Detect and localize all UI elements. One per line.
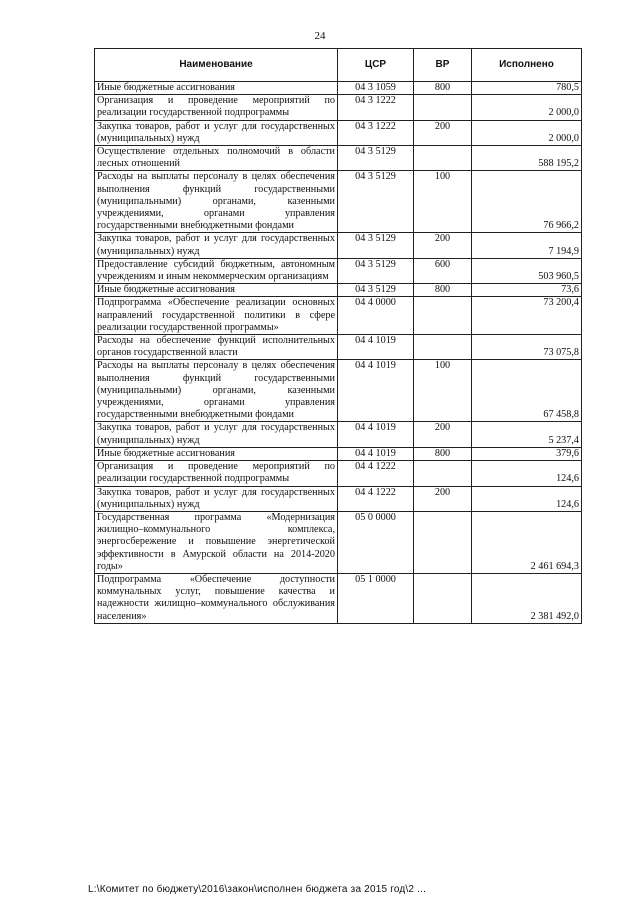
- row-executed-cell: 76 966,2: [472, 171, 582, 233]
- row-executed-cell: 124,6: [472, 486, 582, 511]
- row-csr-cell: 04 3 5129: [338, 258, 414, 283]
- row-csr-cell: 04 3 5129: [338, 146, 414, 171]
- row-executed-cell: 780,5: [472, 82, 582, 95]
- row-name-cell: Расходы на выплаты персоналу в целях обеспечения выполнения функций государственными (муниципальными) органами, казенными учреждениями, органами управления государственными внебюджетными фондами: [95, 171, 338, 233]
- table-row: [95, 573, 582, 623]
- row-vr-cell: 800: [414, 284, 472, 297]
- row-name-cell: Государственная программа «Модернизация жилищно–коммунального комплекса, энергосбережение и повышение энергетической эффективности в Амурской области на 2014-2020 годы»: [95, 511, 338, 573]
- row-csr-cell: 04 3 5129: [338, 233, 414, 258]
- row-csr-cell: 04 4 1019: [338, 422, 414, 447]
- row-vr-cell: 100: [414, 171, 472, 233]
- row-executed-cell: 67 458,8: [472, 360, 582, 422]
- row-vr-cell: [414, 461, 472, 486]
- row-executed-cell: 2 461 694,3: [472, 511, 582, 573]
- table-row: [95, 461, 582, 486]
- table-row: [95, 335, 582, 360]
- file-path-footer: L:\Комитет по бюджету\2016\закон\исполнен бюджета за 2015 год\2 ...: [88, 884, 427, 895]
- row-csr-cell: 04 4 1222: [338, 486, 414, 511]
- table-row: [95, 171, 582, 233]
- row-vr-cell: 100: [414, 360, 472, 422]
- row-executed-cell: 2 381 492,0: [472, 573, 582, 623]
- row-name-cell: Закупка товаров, работ и услуг для государственных (муниципальных) нужд: [95, 422, 338, 447]
- header-executed: Исполнено: [472, 49, 582, 82]
- row-name-cell: Осуществление отдельных полномочий в области лесных отношений: [95, 146, 338, 171]
- row-name-cell: Расходы на обеспечение функций исполнительных органов государственной власти: [95, 335, 338, 360]
- row-csr-cell: 04 4 1019: [338, 447, 414, 460]
- row-name-cell: Закупка товаров, работ и услуг для государственных (муниципальных) нужд: [95, 233, 338, 258]
- table-row: [95, 258, 582, 283]
- row-executed-cell: 588 195,2: [472, 146, 582, 171]
- row-vr-cell: [414, 335, 472, 360]
- table-row: [95, 95, 582, 120]
- table-row: [95, 422, 582, 447]
- row-vr-cell: [414, 573, 472, 623]
- row-csr-cell: 04 3 1222: [338, 95, 414, 120]
- table-row: [95, 486, 582, 511]
- row-name-cell: Иные бюджетные ассигнования: [95, 82, 338, 95]
- row-vr-cell: 800: [414, 447, 472, 460]
- row-csr-cell: 04 3 5129: [338, 284, 414, 297]
- row-executed-cell: 2 000,0: [472, 95, 582, 120]
- row-csr-cell: 04 3 1059: [338, 82, 414, 95]
- row-vr-cell: 200: [414, 233, 472, 258]
- table-row: [95, 233, 582, 258]
- header-vr: ВР: [414, 49, 472, 82]
- row-vr-cell: 600: [414, 258, 472, 283]
- table-header-row: [95, 49, 582, 82]
- row-name-cell: Подпрограмма «Обеспечение доступности коммунальных услуг, повышение качества и надежности жилищно–коммунального обслуживания населения»: [95, 573, 338, 623]
- row-vr-cell: [414, 146, 472, 171]
- row-vr-cell: 200: [414, 422, 472, 447]
- header-name: Наименование: [95, 49, 338, 82]
- table-row: [95, 82, 582, 95]
- row-name-cell: Иные бюджетные ассигнования: [95, 284, 338, 297]
- row-csr-cell: 05 0 0000: [338, 511, 414, 573]
- row-executed-cell: 7 194,9: [472, 233, 582, 258]
- table-row: [95, 511, 582, 573]
- row-csr-cell: 05 1 0000: [338, 573, 414, 623]
- page-number: 24: [314, 30, 326, 42]
- row-name-cell: Закупка товаров, работ и услуг для государственных (муниципальных) нужд: [95, 486, 338, 511]
- row-executed-cell: 73 075,8: [472, 335, 582, 360]
- table-row: [95, 297, 582, 335]
- row-csr-cell: 04 4 0000: [338, 297, 414, 335]
- table-row: [95, 447, 582, 460]
- row-executed-cell: 5 237,4: [472, 422, 582, 447]
- row-executed-cell: 73,6: [472, 284, 582, 297]
- table-row: [95, 146, 582, 171]
- row-vr-cell: 200: [414, 120, 472, 145]
- table-row: [95, 120, 582, 145]
- row-vr-cell: 800: [414, 82, 472, 95]
- header-csr: ЦСР: [338, 49, 414, 82]
- row-csr-cell: 04 4 1019: [338, 335, 414, 360]
- row-name-cell: Организация и проведение мероприятий по реализации государственной подпрограммы: [95, 95, 338, 120]
- row-name-cell: Предоставление субсидий бюджетным, автономным учреждениям и иным некоммерческим организациям: [95, 258, 338, 283]
- row-csr-cell: 04 4 1019: [338, 360, 414, 422]
- row-csr-cell: 04 3 5129: [338, 171, 414, 233]
- row-csr-cell: 04 4 1222: [338, 461, 414, 486]
- table-row: [95, 284, 582, 297]
- row-executed-cell: 379,6: [472, 447, 582, 460]
- row-name-cell: Расходы на выплаты персоналу в целях обеспечения выполнения функций государственными (муниципальными) органами, казенными учреждениями, органами управления государственными внебюджетными фондами: [95, 360, 338, 422]
- row-vr-cell: [414, 95, 472, 120]
- table-row: [95, 360, 582, 422]
- row-executed-cell: 124,6: [472, 461, 582, 486]
- row-vr-cell: [414, 297, 472, 335]
- budget-execution-table: [94, 48, 582, 624]
- row-vr-cell: 200: [414, 486, 472, 511]
- row-executed-cell: 2 000,0: [472, 120, 582, 145]
- row-executed-cell: 503 960,5: [472, 258, 582, 283]
- row-name-cell: Иные бюджетные ассигнования: [95, 447, 338, 460]
- row-name-cell: Подпрограмма «Обеспечение реализации основных направлений государственной политики в сфере реализации государственной программы»: [95, 297, 338, 335]
- row-name-cell: Организация и проведение мероприятий по реализации государственной подпрограммы: [95, 461, 338, 486]
- row-executed-cell: 73 200,4: [472, 297, 582, 335]
- row-name-cell: Закупка товаров, работ и услуг для государственных (муниципальных) нужд: [95, 120, 338, 145]
- row-vr-cell: [414, 511, 472, 573]
- row-csr-cell: 04 3 1222: [338, 120, 414, 145]
